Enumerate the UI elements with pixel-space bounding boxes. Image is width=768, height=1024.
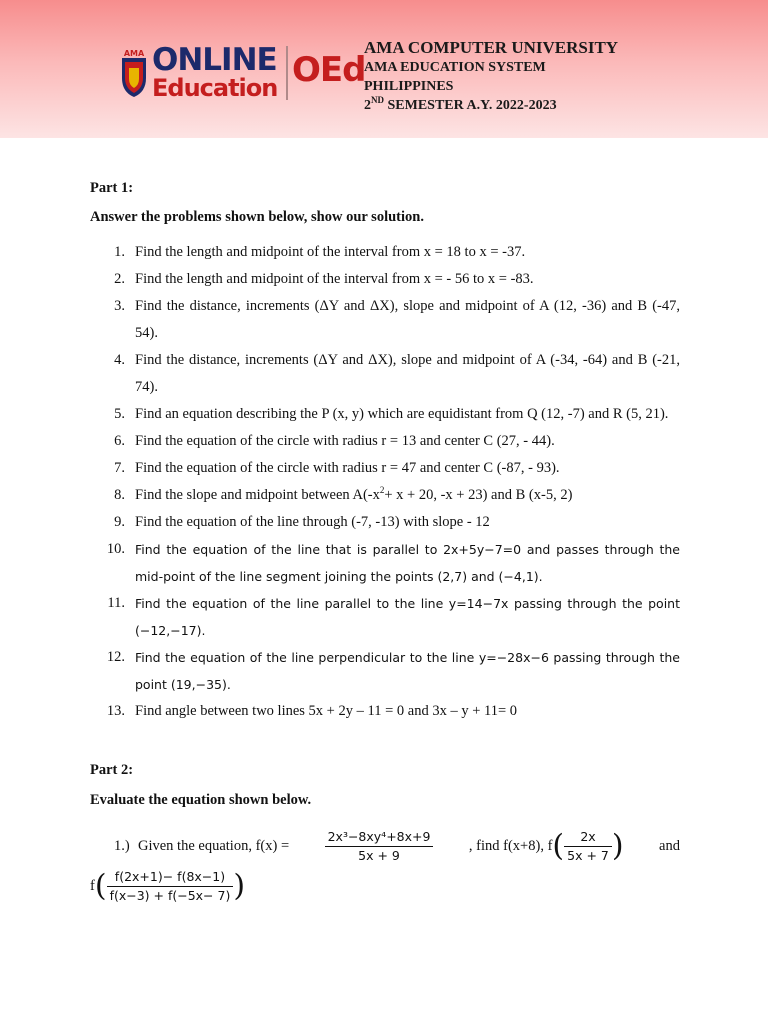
logo-online-text: ONLINE xyxy=(152,42,277,78)
list-item: 5. Find an equation describing the P (x, y) which are equidistant from Q (12, -7) and R (5, 21). xyxy=(114,406,669,422)
list-item: 11. Find the equation of the line parallel to the line y=14−7x passing through the point (−12,−17). xyxy=(107,595,680,638)
question-line-1 xyxy=(90,818,680,874)
problem-list xyxy=(90,239,680,725)
list-item: 4. Find the distance, increments (ΔY and ΔX), slope and midpoint of A (-34, -64) and B (-21, 74). xyxy=(114,352,680,395)
crest-text: AMA xyxy=(123,49,145,58)
list-item: 3. Find the distance, increments (ΔY and ΔX), slope and midpoint of A (12, -36) and B (-47, 54). xyxy=(114,298,680,341)
semester: 2ND SEMESTER A.Y. 2022-2023 xyxy=(364,95,557,113)
list-item: 6. Find the equation of the circle with radius r = 13 and center C (27, - 44). xyxy=(114,433,555,449)
list-item: 12. Find the equation of the line perpendicular to the line y=−28x−6 passing through the point (19,−35). xyxy=(106,649,680,692)
list-item: 8. Find the slope and midpoint between $A(-x^2+ x + 20$, -x + 23) and B (x-5, 2) xyxy=(114,485,573,503)
composite-fraction: $\frac{f(2x+1)- f(8x-1)}{f(x-3) + f(-5x- 7)}$ xyxy=(107,868,234,905)
part2-title: Part 2: xyxy=(90,762,134,778)
part1-instruction: Answer the problems shown below, show our solution. xyxy=(90,209,424,225)
logo-divider xyxy=(286,46,288,100)
logo-oed-text: OEd xyxy=(292,50,366,90)
question-find: , find f(x+8), f( $\frac{2x}{5x + 7}$ ) xyxy=(468,828,624,863)
question-and: and xyxy=(659,837,680,854)
list-item: 1. Find the length and midpoint of the interval from x = 18 to x = -37. xyxy=(114,244,526,260)
logo-education-text: Education xyxy=(152,74,278,102)
list-item: 10. Find the equation of the line that is parallel to 2x+5y−7=0 and passes through the mid-point of the line segment joining the points (2,7) and (−4,1). xyxy=(106,541,680,584)
part1-title: Part 1: xyxy=(90,180,134,196)
online-education-logo xyxy=(116,40,366,104)
list-item: 7. Find the equation of the circle with radius r = 47 and center C (-87, - 93). xyxy=(114,460,560,476)
institution-block xyxy=(364,38,618,115)
education-system: AMA EDUCATION SYSTEM xyxy=(364,60,546,75)
function-fraction: $\frac{\text{2x³−8xy⁴+8x+9}}{5x + 9}$ xyxy=(325,828,434,865)
question-line-2: f( $\frac{f(2x+1)- f(8x-1)}{f(x-3) + f(-5x- 7)}$ ) xyxy=(90,868,246,904)
question-given: Given the equation, f(x) = xyxy=(138,837,290,854)
university-name: AMA COMPUTER UNIVERSITY xyxy=(364,38,619,57)
ama-crest-icon xyxy=(118,48,150,98)
list-item: 9. Find the equation of the line through (-7, -13) with slope - 12 xyxy=(114,514,490,530)
document-header xyxy=(0,0,768,138)
part2-instruction: Evaluate the equation shown below. xyxy=(90,792,312,808)
country: PHILIPPINES xyxy=(364,79,454,94)
list-item: 13. Find angle between two lines 5x + 2y – 11 = 0 and 3x – y + 11= 0 xyxy=(106,703,518,719)
question-number: 1.) xyxy=(114,837,130,854)
list-item: 2. Find the length and midpoint of the interval from x = - 56 to x = -83. xyxy=(114,271,534,287)
evaluate-question xyxy=(90,818,680,908)
